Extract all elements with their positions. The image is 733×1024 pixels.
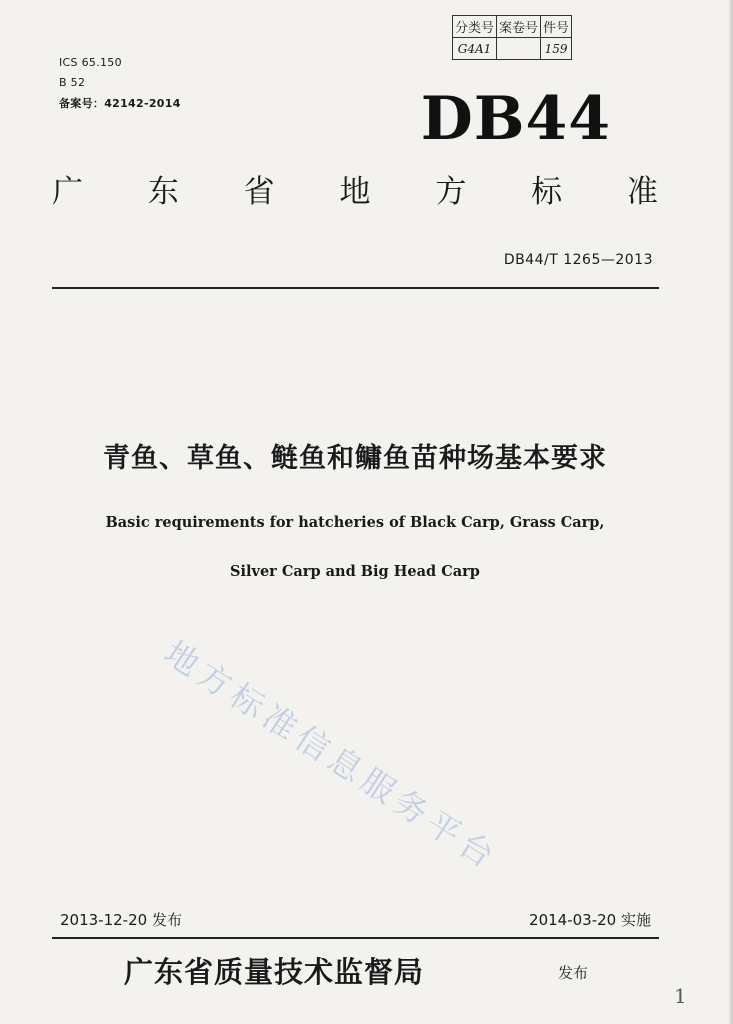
title-english-line1: Basic requirements for hatcheries of Black Carp, Grass Carp,: [105, 514, 605, 531]
stamp-value-item: 159: [541, 38, 572, 60]
standard-number: DB44/T 1265—2013: [503, 252, 653, 268]
page-number: 1: [674, 984, 687, 1008]
publish-label: 发布: [558, 964, 589, 982]
standard-type-char: 省: [243, 174, 275, 210]
standard-type-char: 东: [147, 174, 179, 210]
title-chinese: 青鱼、草鱼、鲢鱼和鳙鱼苗种场基本要求: [103, 443, 607, 474]
watermark: 地方标准信息服务平台: [157, 633, 506, 879]
title-english-line2: Silver Carp and Big Head Carp: [230, 563, 480, 580]
ccs-code: B 52: [59, 76, 86, 89]
standard-type-char: 方: [435, 174, 467, 210]
top-divider: [52, 287, 659, 289]
stamp-header-category: 分类号: [453, 16, 497, 38]
filing-number: 备案号：42142-2014: [59, 97, 181, 110]
stamp-value-category: G4A1: [453, 38, 497, 60]
classification-stamp: [452, 15, 572, 60]
standard-type-char: 广: [52, 174, 83, 210]
standard-type-char: 标: [531, 174, 563, 210]
ics-code: ICS 65.150: [59, 56, 122, 69]
standard-type-title: [52, 166, 658, 211]
standard-type-char: 准: [626, 174, 658, 210]
standard-type-char: 地: [339, 174, 371, 210]
scan-edge-shadow: [729, 0, 733, 1024]
stamp-header-file: 案卷号: [497, 16, 541, 38]
issue-date: 2013-12-20 发布: [60, 911, 182, 929]
implementation-date: 2014-03-20 实施: [529, 911, 651, 929]
stamp-value-file: [497, 38, 541, 60]
db44-logo: DB44: [420, 84, 611, 154]
bottom-divider: [52, 937, 659, 939]
issuing-authority: 广东省质量技术监督局: [124, 955, 425, 989]
stamp-header-item: 件号: [541, 16, 572, 38]
